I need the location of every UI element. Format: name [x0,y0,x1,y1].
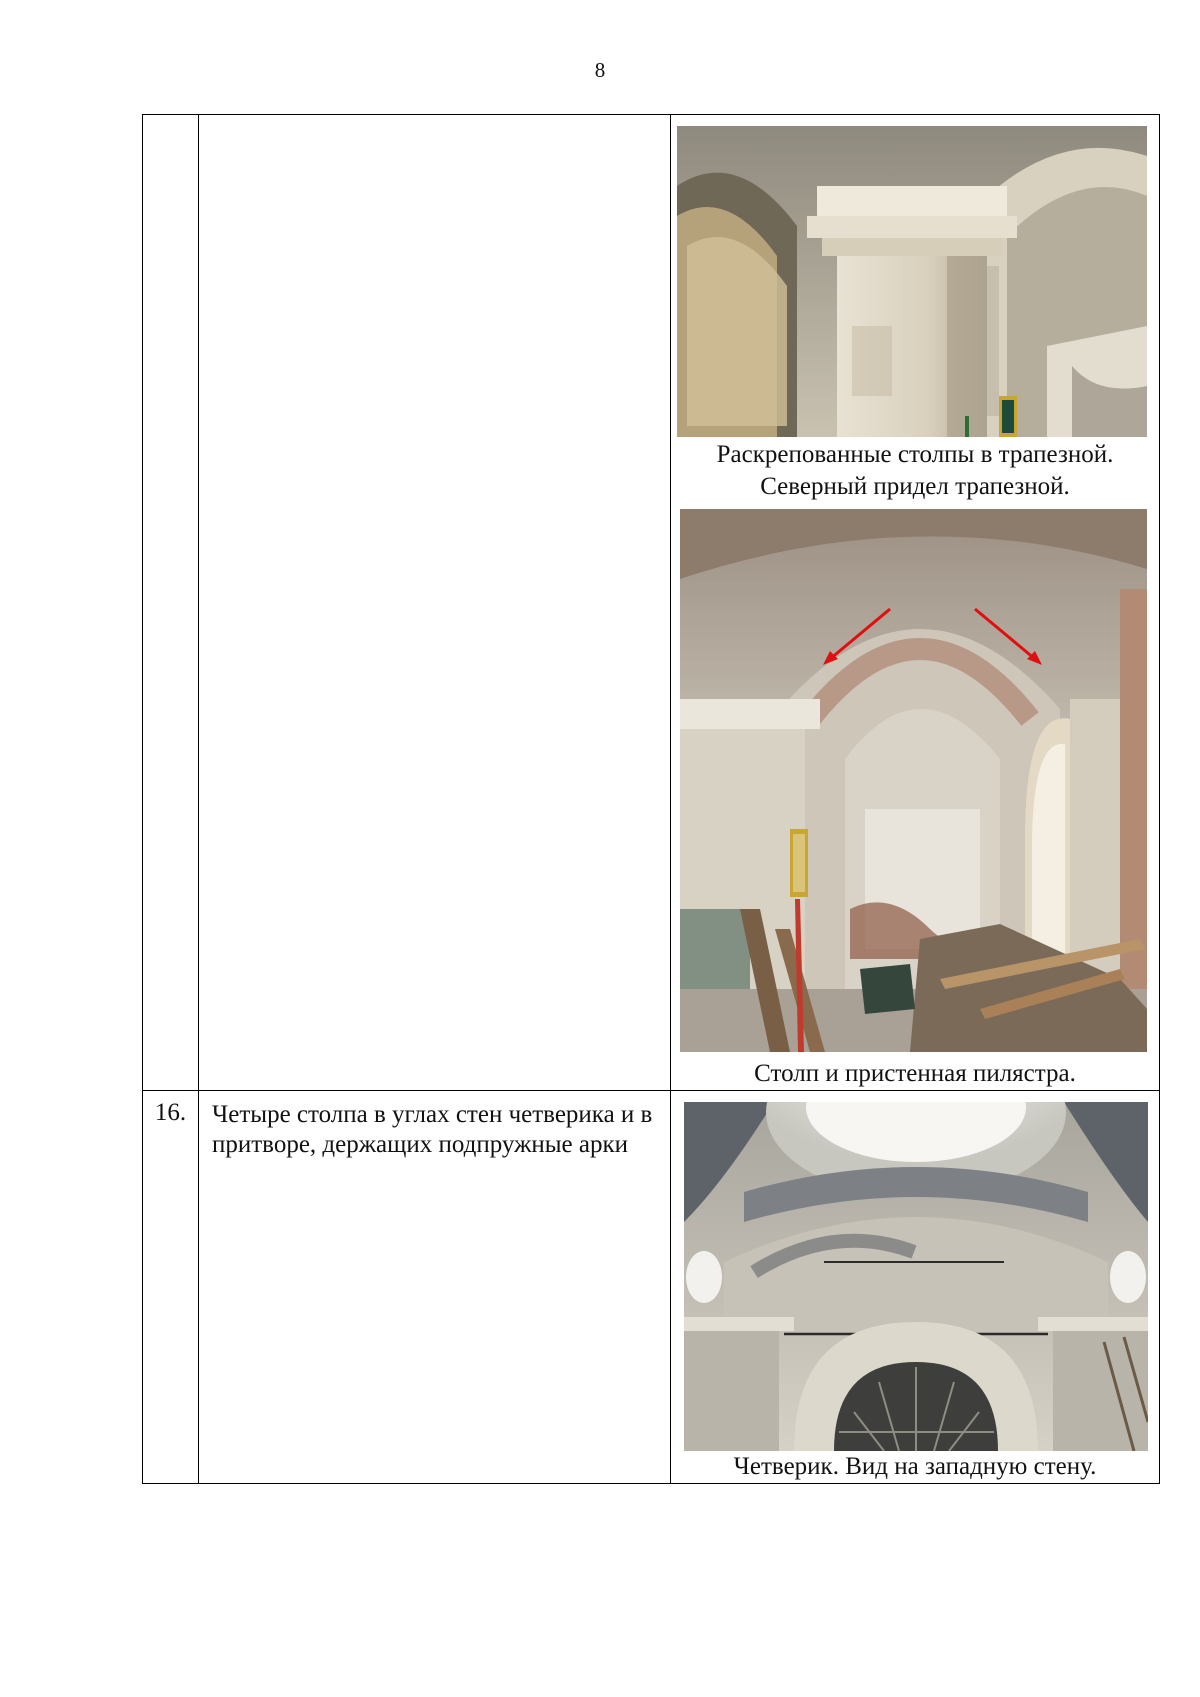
refectory-pillars-photo [677,126,1147,437]
row-number-cell [143,115,199,1091]
photo-caption [671,1058,1159,1090]
caption-line: Северный придел трапезной. [760,473,1070,500]
caption-line: Раскрепованные столпы в трапезной. [716,441,1114,468]
photo-caption [671,439,1159,503]
table-row [143,115,1160,1091]
table-row [143,1091,1160,1484]
pillar-and-pilaster-photo [680,509,1147,1052]
row-photo-cell [671,115,1160,1091]
caption-line: Четверик. Вид на западную стену. [733,1453,1097,1480]
row-description-cell [199,115,671,1091]
page-number: 8 [594,58,606,82]
caption-line: Столп и пристенная пилястра. [754,1060,1076,1087]
photo-caption [671,1451,1159,1483]
row-photo-cell [671,1091,1160,1484]
row-description-cell: Четыре столпа в углах стен четверика и в притворе, держащих подпружные арки [199,1091,671,1484]
inspection-table [142,114,1160,1484]
quadrangle-west-wall-photo [684,1102,1148,1451]
row-number-cell: 16. [143,1091,199,1484]
